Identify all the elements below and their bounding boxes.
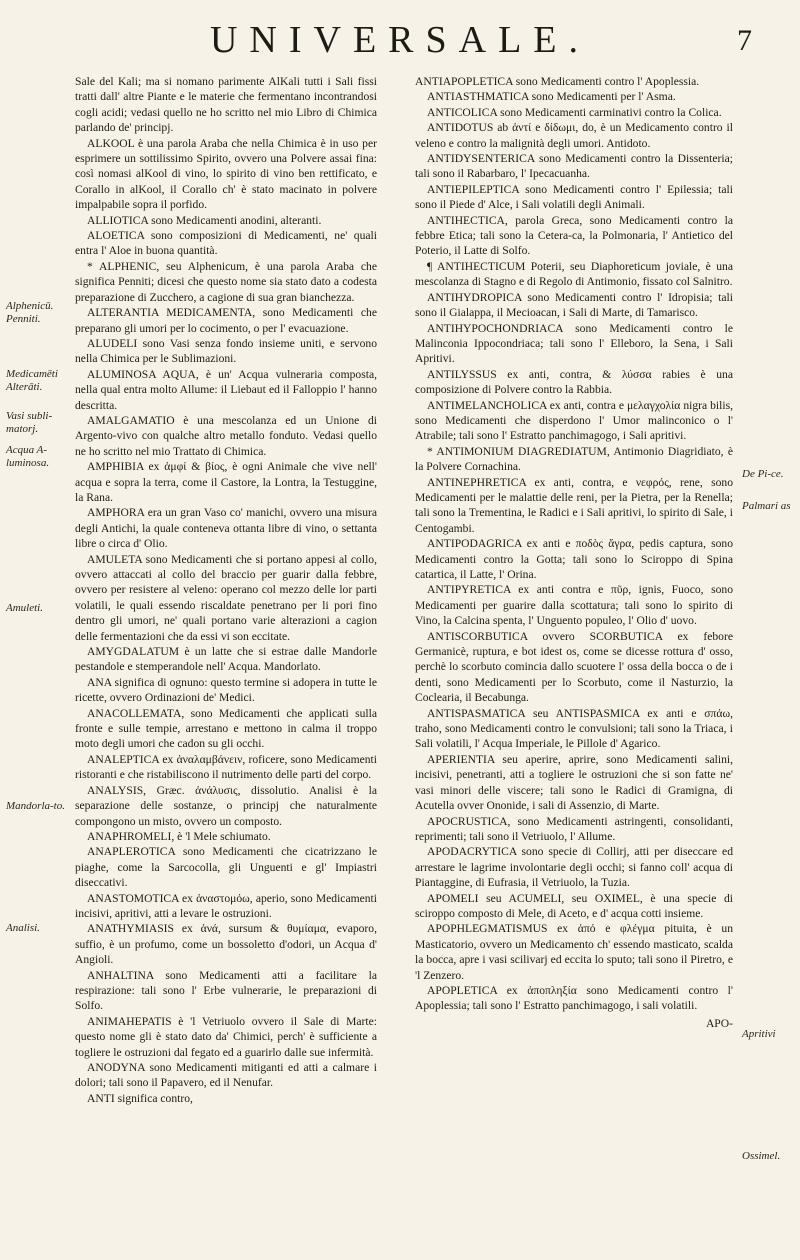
entry-amygdalatum: AMYGDALATUM è un latte che si estrae dalle Mandorle pestandole e stemperandole nell' Acqua. Mandorlato. xyxy=(75,645,377,674)
entry-alphenic: * ALPHENIC, seu Alphenicum, è una parola Araba che significa Penniti; dicesi che questo nome sia stato dato a codesta preparazione di Zucchero, a cagione di sua gran bianchezza. xyxy=(75,259,377,304)
right-column xyxy=(415,74,733,1244)
entry-analysis: ANALYSIS, Græc. ἀνάλυσις, dissolutio. Analisi è la separazione delle sostanze, o principj che naturalmente compongono un misto, ovvero un composto. xyxy=(75,783,377,828)
running-head xyxy=(40,18,760,68)
entry-aperientia: APERIENTIA seu aperire, aprire, sono Medicamenti salini, incisivi, penetranti, atti a togliere le ostruzioni che si son fatte ne' vasi minori delle viscere; tali sono le Radici di Gramigna, di Acutella ovver Ononide, i sali di Assenzio, di Marte. xyxy=(415,752,733,813)
margin-note-palmari: Palmari as xyxy=(742,500,791,512)
entry-antiscorbutica: ANTISCORBUTICA ovvero SCORBUTICA ex febore Germanicè, ruptura, e bot idest os, come se dicesse rottura d' osso, perchè lo scorbuto comincia dallo scuotere l' ossa della bocca o de i denti, sono Medicamenti per lo Scorbuto, come il Nasturzio, la Coclearia, il Becabunga. xyxy=(415,629,733,705)
entry-apopletica: APOPLETICA ex ἀποπληξία sono Medicamenti contro l' Apoplessia; tali sono l' Estratto panchimagogo, i sali volatili. xyxy=(415,983,733,1013)
margin-note-acqua-aluminosa: Acqua A-luminosa. xyxy=(6,444,50,469)
entry-anodyna: ANODYNA sono Medicamenti mitiganti ed atti a calmare i dolori; tali sono il Papavero, ed il Nenufar. xyxy=(75,1061,377,1090)
entry-sale-del-kali: Sale del Kali; ma si nomano parimente AlKali tutti i Sali fissi tratti dall' altre Piante e le materie che fermentano incontrandosi cogli acidi; vedasi quello ne ho scritto nel mio Libro di Chimica parlando de' principj. xyxy=(75,75,377,135)
catchword: APO- xyxy=(705,1016,733,1030)
entry-antispasmatica: ANTISPASMATICA seu ANTISPASMICA ex anti e σπάω, traho, sono Medicamenti contro le convulsioni; tali sono la Triaca, i Sali volatili, l' Acqua Imperiale, le Pillole d' Agarico. xyxy=(415,706,733,751)
entry-antidysenterica: ANTIDYSENTERICA sono Medicamenti contro la Dissenteria; tali sono il Rabarbaro, l' Ipecacuanha. xyxy=(415,152,733,181)
margin-note-alphenico: Alphenicū. Penniti. xyxy=(6,300,54,325)
entry-anathymiasis: ANATHYMIASIS ex ἀνά, sursum & θυμίαμα, evaporo, suffio, è un profumo, come un bossoletto d'odori, un Acqua d' Angioli. xyxy=(75,922,377,967)
entry-antinephretica: ANTINEPHRETICA ex anti, contra, e νεφρός, rene, sono Medicamenti per le malattie delle reni, per la Pietra, per la Renella; tali sono la Trementina, le Radici e i Sali apritivi, lo spirito di Sale, i Centogambi. xyxy=(415,475,733,535)
entry-antiasthmatica: ANTIASTHMATICA sono Medicamenti per l' Asma. xyxy=(427,90,676,104)
entry-amuleta: AMULETA sono Medicamenti che si portano appesi al collo, ovvero attaccati al collo del braccio per guarir dalla febbre, ovvero per resistere al veleno: operano col mezzo delle lor parti volatili, le quali essendo riscaldate penetrano per li pori fino dentro gli umori, ne' quali portano varie alterazioni a cagion delle fermentazioni che da essi vi son eccitate. xyxy=(75,552,377,643)
entry-antiapopletica: ANTIAPOPLETICA sono Medicamenti contro l' Apoplessia. xyxy=(415,75,700,88)
entry-amphora: AMPHORA era un gran Vaso co' manichi, ovvero una misura degli Antichi, la quale conteneva ottanta libre di vino, o settanta libre o circa d' Olio. xyxy=(75,506,377,551)
entry-antidotus: ANTIDOTUS ab ἀντί e δίδωμι, do, è un Medicamento contro il veleno e contro la malignità degli umori. Antidoto. xyxy=(415,121,733,150)
margin-note-vasi: Vasi subli-matorj. xyxy=(6,410,53,435)
entry-analeptica: ANALEPTICA ex ἀναλαμβάνειν, roficere, sono Medicamenti ristoranti e che ristabiliscono il nutrimento delle parti del corpo. xyxy=(75,752,377,782)
entry-antihectica: ANTIHECTICA, parola Greca, sono Medicamenti contro la febbre Etica; tali sono la Cetera-ca, la Polmonaria, l' Antietico del Poterio, il Latte di Solfo. xyxy=(415,213,733,258)
margin-note-analisi: Analisi. xyxy=(6,922,40,934)
entry-amalgamatio: AMALGAMATIO è una mescolanza ed un Unione di Argento-vivo con qualche altro metallo fonduto. Vedasi quello ne ho scritto nel mio Trattato di Chimica. xyxy=(75,413,377,458)
entry-amphibia: AMPHIBIA ex ἀμφί & βίος, è ogni Animale che vive nell' acqua e sopra la terra, come il Castore, la Lontra, la Testuggine, la Rana. xyxy=(75,460,377,504)
entry-antiepileptica: ANTIEPILEPTICA sono Medicamenti contro l' Epilessia; tali sono il Piede d' Alce, i Sali volatili degli Animali. xyxy=(415,182,733,212)
entry-antihypochondriaca: ANTIHYPOCHONDRIACA sono Medicamenti contro le Malinconia Ippocondriaca; tali sono l' Elleboro, la Sena, i Sali Apritivi. xyxy=(415,321,733,366)
entry-aloetica: ALOETICA sono composizioni di Medicamenti, ne' quali entra l' Aloe in buona quantità. xyxy=(75,229,377,258)
entry-antimonium-diagrediatum: * ANTIMONIUM DIAGREDIATUM, Antimonio Diagridiato, è la Polvere Cornachina. xyxy=(415,444,733,474)
running-title: UNIVERSALE. xyxy=(209,19,591,61)
entry-ana: ANA significa di ognuno: questo termine si adopera in tutte le ricette, ovvero Ordinazioni de' Medici. xyxy=(75,675,377,705)
entry-anaplerotica: ANAPLEROTICA sono Medicamenti che cicatrizzano le piaghe, come la Sarcocolla, gli Unguenti e gl' Impiastri diseccativi. xyxy=(75,845,377,890)
page-number: 7 xyxy=(737,24,752,57)
left-column xyxy=(75,74,377,1244)
margin-note-diaforetico: De Pi-ce. xyxy=(742,468,784,480)
margin-note-amuleti: Amuleti. xyxy=(6,602,43,614)
entry-alliotica: ALLIOTICA sono Medicamenti anodini, alteranti. xyxy=(87,213,322,227)
margin-note-medicamenti-alterati: Medicamēti Alterāti. xyxy=(6,368,58,393)
entry-animahepatis: ANIMAHEPATIS è 'l Vetriuolo ovvero il Sale di Marte: questo nome gli è stato dato da' Chimici, perch' è sufficiente a togliere le ostruzioni dal fegato ed a guarirlo dalle sue infermità. xyxy=(75,1014,377,1059)
entry-antimelancholica: ANTIMELANCHOLICA ex anti, contra e μελαγχολία nigra bilis, sono Medicamenti che disperdono l' Umor malinconico o l' Atrabile; tali sono l' Estratto panchimagogo, i Sali apritivi. xyxy=(415,398,733,443)
entry-anaphromeli: ANAPHROMELI, è 'l Mele schiumato. xyxy=(87,829,271,843)
entry-anhaltina: ANHALTINA sono Medicamenti atti a facilitare la respirazione: tali sono l' Erbe vulnerarie, le preparazioni di Solfo. xyxy=(75,968,377,1013)
entry-antihecticum-poterii: ¶ ANTIHECTICUM Poterii, seu Diaphoreticum joviale, è una mescolanza di Stagno e di Regolo di Antimonio, fissato col Salnitro. xyxy=(415,259,733,289)
entry-aluminosa: ALUMINOSA AQUA, è un' Acqua vulneraria composta, nella qual entra molto Allume: il Liebaut ed il Falloppio l' hanno descritta. xyxy=(75,367,377,412)
entry-apocrustica: APOCRUSTICA, sono Medicamenti astringenti, consolidanti, reprimenti; tali sono il Vetriuolo, l' Allume. xyxy=(415,814,733,843)
entry-antihydropica: ANTIHYDROPICA sono Medicamenti contro l' Idropisia; tali sono il Gialappa, il Mecioacan, i Sali di Marte, di Tamarisco. xyxy=(415,290,733,320)
entry-apophlegmatismus: APOPHLEGMATISMUS ex ἀπό e φλέγμα pituita, è un Masticatorio, ovvero un Medicamento ch' essendo masticato, scalda la bocca, apre i vasi scilivarj ed eccita lo sputo; tali sono il Piretro, e 'l Zenzero. xyxy=(415,922,733,982)
entry-anti: ANTI significa contro, xyxy=(87,1091,193,1105)
entry-antilyssus: ANTILYSSUS ex anti, contra, & λύσσα rabies è una composizione di Polvere contro la Rabbia. xyxy=(415,367,733,397)
entry-alterantia: ALTERANTIA MEDICAMENTA, sono Medicamenti che preparano gli umori per lo cocimento, o per l' evacuazione. xyxy=(75,306,377,335)
entry-apomeli: APOMELI seu ACUMELI, seu OXIMEL, è una specie di sciroppo composto di Mele, di Aceto, e d' acqua cotti insieme. xyxy=(415,891,733,920)
entry-antipodagrica: ANTIPODAGRICA ex anti e ποδὸς ἄγρα, pedis captura, sono Medicamenti contro la Gotta; tali sono lo Sciroppo di Spina catartica, il Latte, l' Orina. xyxy=(415,537,733,581)
entry-antipyretica: ANTIPYRETICA ex anti contra e πῦρ, ignis, Fuoco, sono Medicamenti per guarire dalla scottatura; tali sono lo spirito di Vino, la Calcina spenta, l' Unguento populeo, l' Olio d' uovo. xyxy=(415,583,733,628)
entry-alkool: ALKOOL è una parola Araba che nella Chimica è in uso per esprimere un sottilissimo Spirito, ovvero una Polvere assai fina: così nomasi alKool di vino, lo spirito di vino ben rettificato, e Corallo in alKool, il Corallo ch' è stato macinato in polvere impalpabile sopra il porfido. xyxy=(75,136,377,212)
entry-anastomotica: ANASTOMOTICA ex ἀναστομόω, aperio, sono Medicamenti incisivi, apritivi, atti a levare le ostruzioni. xyxy=(75,891,377,920)
margin-note-mandorlato: Mandorla-to. xyxy=(6,800,65,812)
entry-aludeli: ALUDELI sono Vasi senza fondo insieme uniti, e servono nella Chimica per le Sublimazioni. xyxy=(75,336,377,366)
entry-apodacrytica: APODACRYTICA sono specie di Collirj, atti per diseccare ed arrestare le lagrime involontarie degli occhi; si fanno coll' acqua di Piantaggine, di Eufrasia, il Vetriuolo, la Tuzia. xyxy=(415,845,733,890)
margin-note-apritivi: Apritivi xyxy=(742,1028,776,1040)
entry-anticolica: ANTICOLICA sono Medicamenti carminativi contro la Colica. xyxy=(427,105,722,119)
entry-anacollemata: ANACOLLEMATA, sono Medicamenti che applicati sulla fronte e sulle tempie, arrestano e mettono in calma il troppo moto degli umori che cadon su gli occhi. xyxy=(75,706,377,751)
margin-note-ossimele: Ossimel. xyxy=(742,1150,781,1162)
